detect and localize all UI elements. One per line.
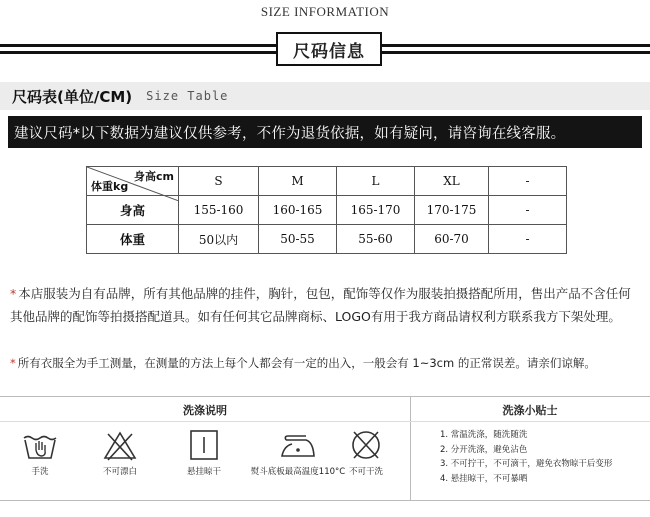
- brand-note-text: 本店服装为自有品牌，所有其他品牌的挂件，胸针，包包，配饰等仅作为服装拍摄搭配所用，售出产品不含任何其他品牌的配饰等拍摄搭配道具。如有任何其它品牌商标、LOGO有用于我方商品请权利方联系我方下架处理。: [10, 286, 631, 324]
- column-header: M: [259, 167, 337, 196]
- table-cell: 155-160: [179, 196, 259, 225]
- row-label: 身高: [87, 196, 179, 225]
- care-item-no-dry-clean: [326, 428, 406, 478]
- band-subtitle: Size Table: [146, 89, 229, 103]
- table-cell: -: [489, 196, 567, 225]
- column-header: -: [489, 167, 567, 196]
- corner-height-label: 身高cm: [134, 170, 174, 183]
- table-cell: 160-165: [259, 196, 337, 225]
- measure-note-text: 所有衣服全为手工测量，在测量的方法上每个人都会有一定的出入，一般会有 1~3cm 的正常误差。请亲们谅解。: [17, 356, 596, 370]
- tips-heading: 洗涤小贴士: [502, 404, 558, 417]
- table-cell: 165-170: [337, 196, 415, 225]
- care-item-no-bleach: [80, 428, 160, 478]
- table-cell: 60-70: [415, 225, 489, 254]
- care-label: 熨斗底板最高温度110°C: [250, 467, 346, 477]
- size-table: [86, 166, 567, 254]
- note-star: *: [10, 356, 16, 370]
- care-heading: 洗涤说明: [183, 404, 227, 417]
- table-cell: 50-55: [259, 225, 337, 254]
- table-cell: 170-175: [415, 196, 489, 225]
- iron-icon: [278, 428, 318, 462]
- note-star: *: [10, 286, 17, 301]
- no-bleach-icon: [100, 428, 140, 462]
- top-title: SIZE INFORMATION: [260, 4, 390, 19]
- care-label: 不可干洗: [348, 467, 383, 477]
- care-label: 不可漂白: [102, 467, 137, 477]
- no-dry-clean-icon: [346, 428, 386, 462]
- list-item: 1. 常温洗涤，随洗随洗: [440, 430, 528, 440]
- table-cell: 50以内: [179, 225, 259, 254]
- section-title: 尺码信息: [276, 32, 382, 66]
- hang-dry-icon: [184, 428, 224, 462]
- care-heading-divider: [0, 421, 650, 422]
- list-item: 2. 分开洗涤，避免沾色: [440, 444, 528, 455]
- column-header: L: [337, 167, 415, 196]
- list-item: 3. 不可拧干，不可滴干，避免衣物晾干后变形: [440, 459, 613, 469]
- table-corner-cell: [87, 167, 179, 196]
- care-item-hand-wash: [0, 428, 80, 478]
- table-cell: -: [489, 225, 567, 254]
- hand-wash-icon: [20, 428, 60, 462]
- size-table-band: [0, 82, 650, 110]
- measure-note: [10, 352, 640, 375]
- care-tips-list: [440, 428, 612, 486]
- table-header-row: [87, 167, 567, 196]
- corner-weight-label: 体重kg: [91, 180, 129, 193]
- notice-banner: 建议尺码*以下数据为建议仅供参考，不作为退货依据，如有疑问，请咨询在线客服。: [8, 116, 642, 148]
- column-header: S: [179, 167, 259, 196]
- care-label: 手洗: [31, 467, 49, 477]
- brand-note: [10, 282, 640, 328]
- band-title: 尺码表(单位/CM): [12, 87, 133, 106]
- list-item: 4. 悬挂晾干，不可暴晒: [440, 473, 528, 484]
- care-label: 悬挂晾干: [186, 467, 221, 477]
- table-cell: 55-60: [337, 225, 415, 254]
- row-label: 体重: [87, 225, 179, 254]
- care-item-hang-dry: [164, 428, 244, 478]
- table-row: [87, 225, 567, 254]
- column-header: XL: [415, 167, 489, 196]
